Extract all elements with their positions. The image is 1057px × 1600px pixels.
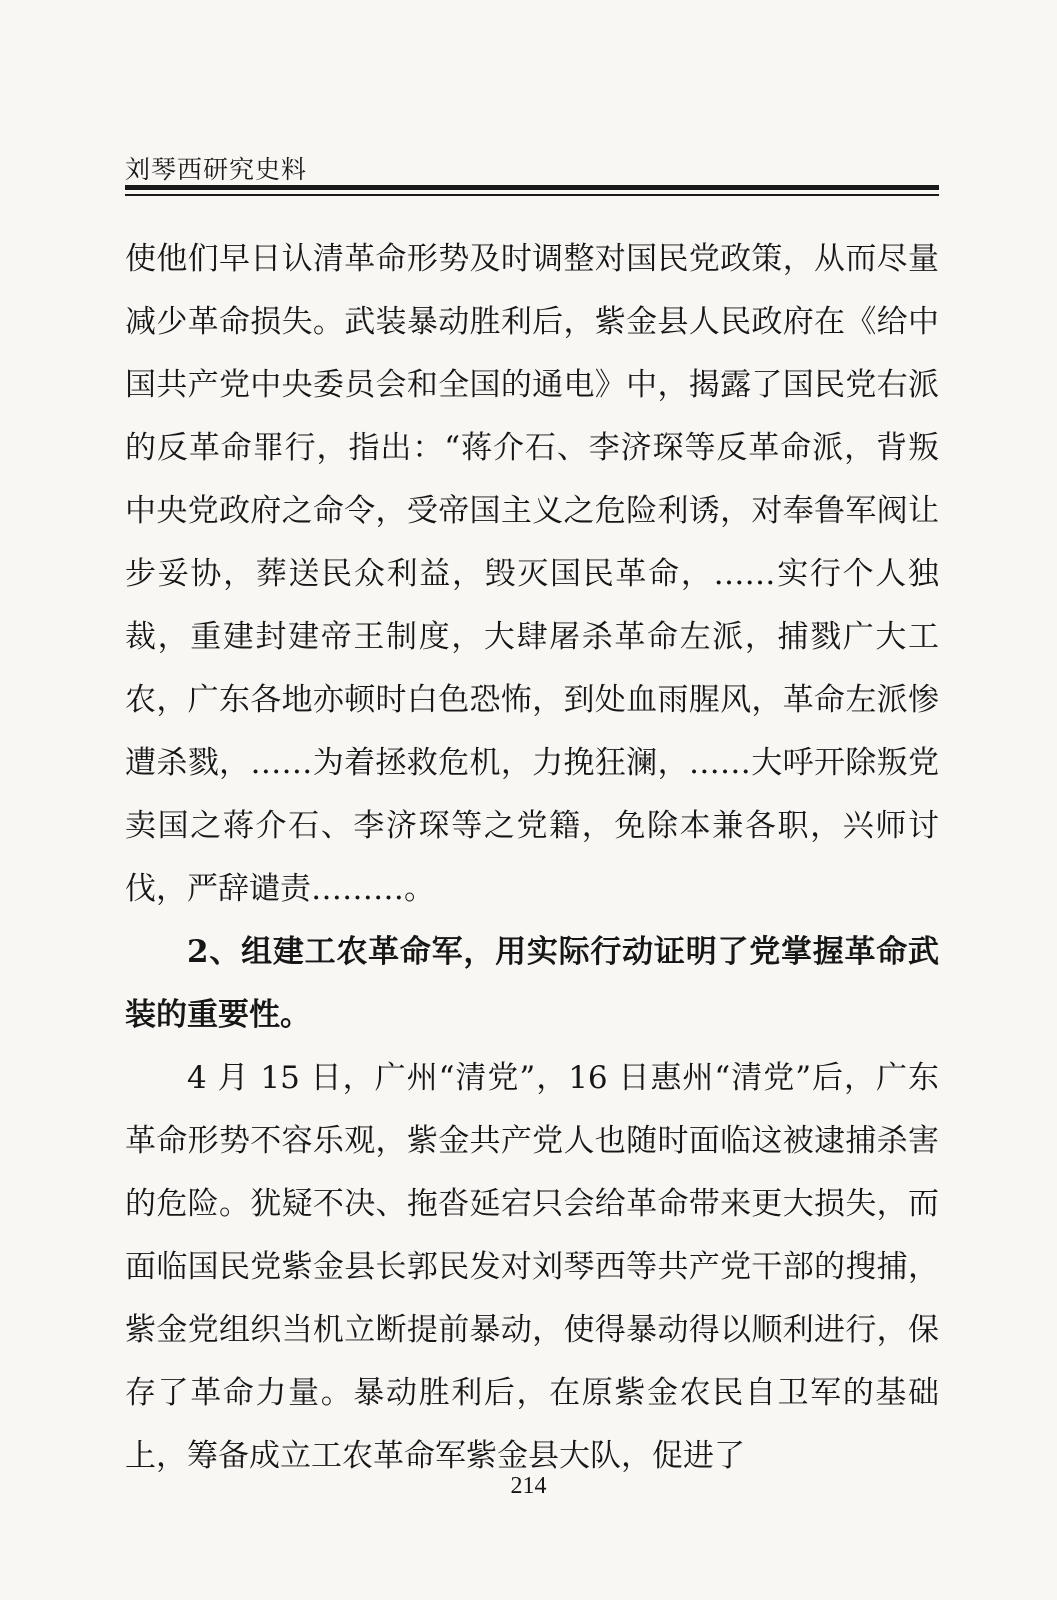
running-header-title: 刘琴西研究史料 bbox=[125, 155, 308, 184]
section-heading: 2、组建工农革命军，用实际行动证明了党掌握革命武装的重要性。 bbox=[125, 934, 939, 1033]
paragraph-continued: 使他们早日认清革命形势及时调整对国民党政策，从而尽量减少革命损失。武装暴动胜利后，紫金县人民政府在《给中国共产党中央委员会和全国的通电》中，揭露了国民党右派的反革命罪行，指出：“蒋介石、李济琛等反革命派，背叛中央党政府之命令，受帝国主义之危险利诱，对奉鲁军阀让步妥协，葬送民众利益，毁灭国民革命，……实行个人独裁，重建封建帝王制度，大肆屠杀革命左派，捕戮广大工农，广东各地亦顿时白色恐怖，到处血雨腥风，革命左派惨遭杀戮，……为着拯救危机，力挽狂澜，……大呼开除叛党卖国之蒋介石、李济琛等之党籍，免除本兼各职，兴师讨伐，严辞谴责………。 bbox=[125, 241, 939, 907]
body-text bbox=[125, 228, 939, 1488]
page-number: 214 bbox=[510, 1473, 547, 1499]
paragraph: 4 月 15 日，广州“清党”，16 日惠州“清党”后，广东革命形势不容乐观，紫金共产党人也随时面临这被逮捕杀害的危险。犹疑不决、拖沓延宕只会给革命带来更大损失，而面临国民党紫金县长郭民发对刘琴西等共产党干部的搜捕，紫金党组织当机立断提前暴动，使得暴动得以顺利进行，保存了革命力量。暴动胜利后，在原紫金农民自卫军的基础上，筹备成立工农革命军紫金县大队，促进了 bbox=[125, 1060, 939, 1474]
header-rule-thick bbox=[125, 185, 939, 190]
header-rule-thin bbox=[125, 194, 939, 196]
